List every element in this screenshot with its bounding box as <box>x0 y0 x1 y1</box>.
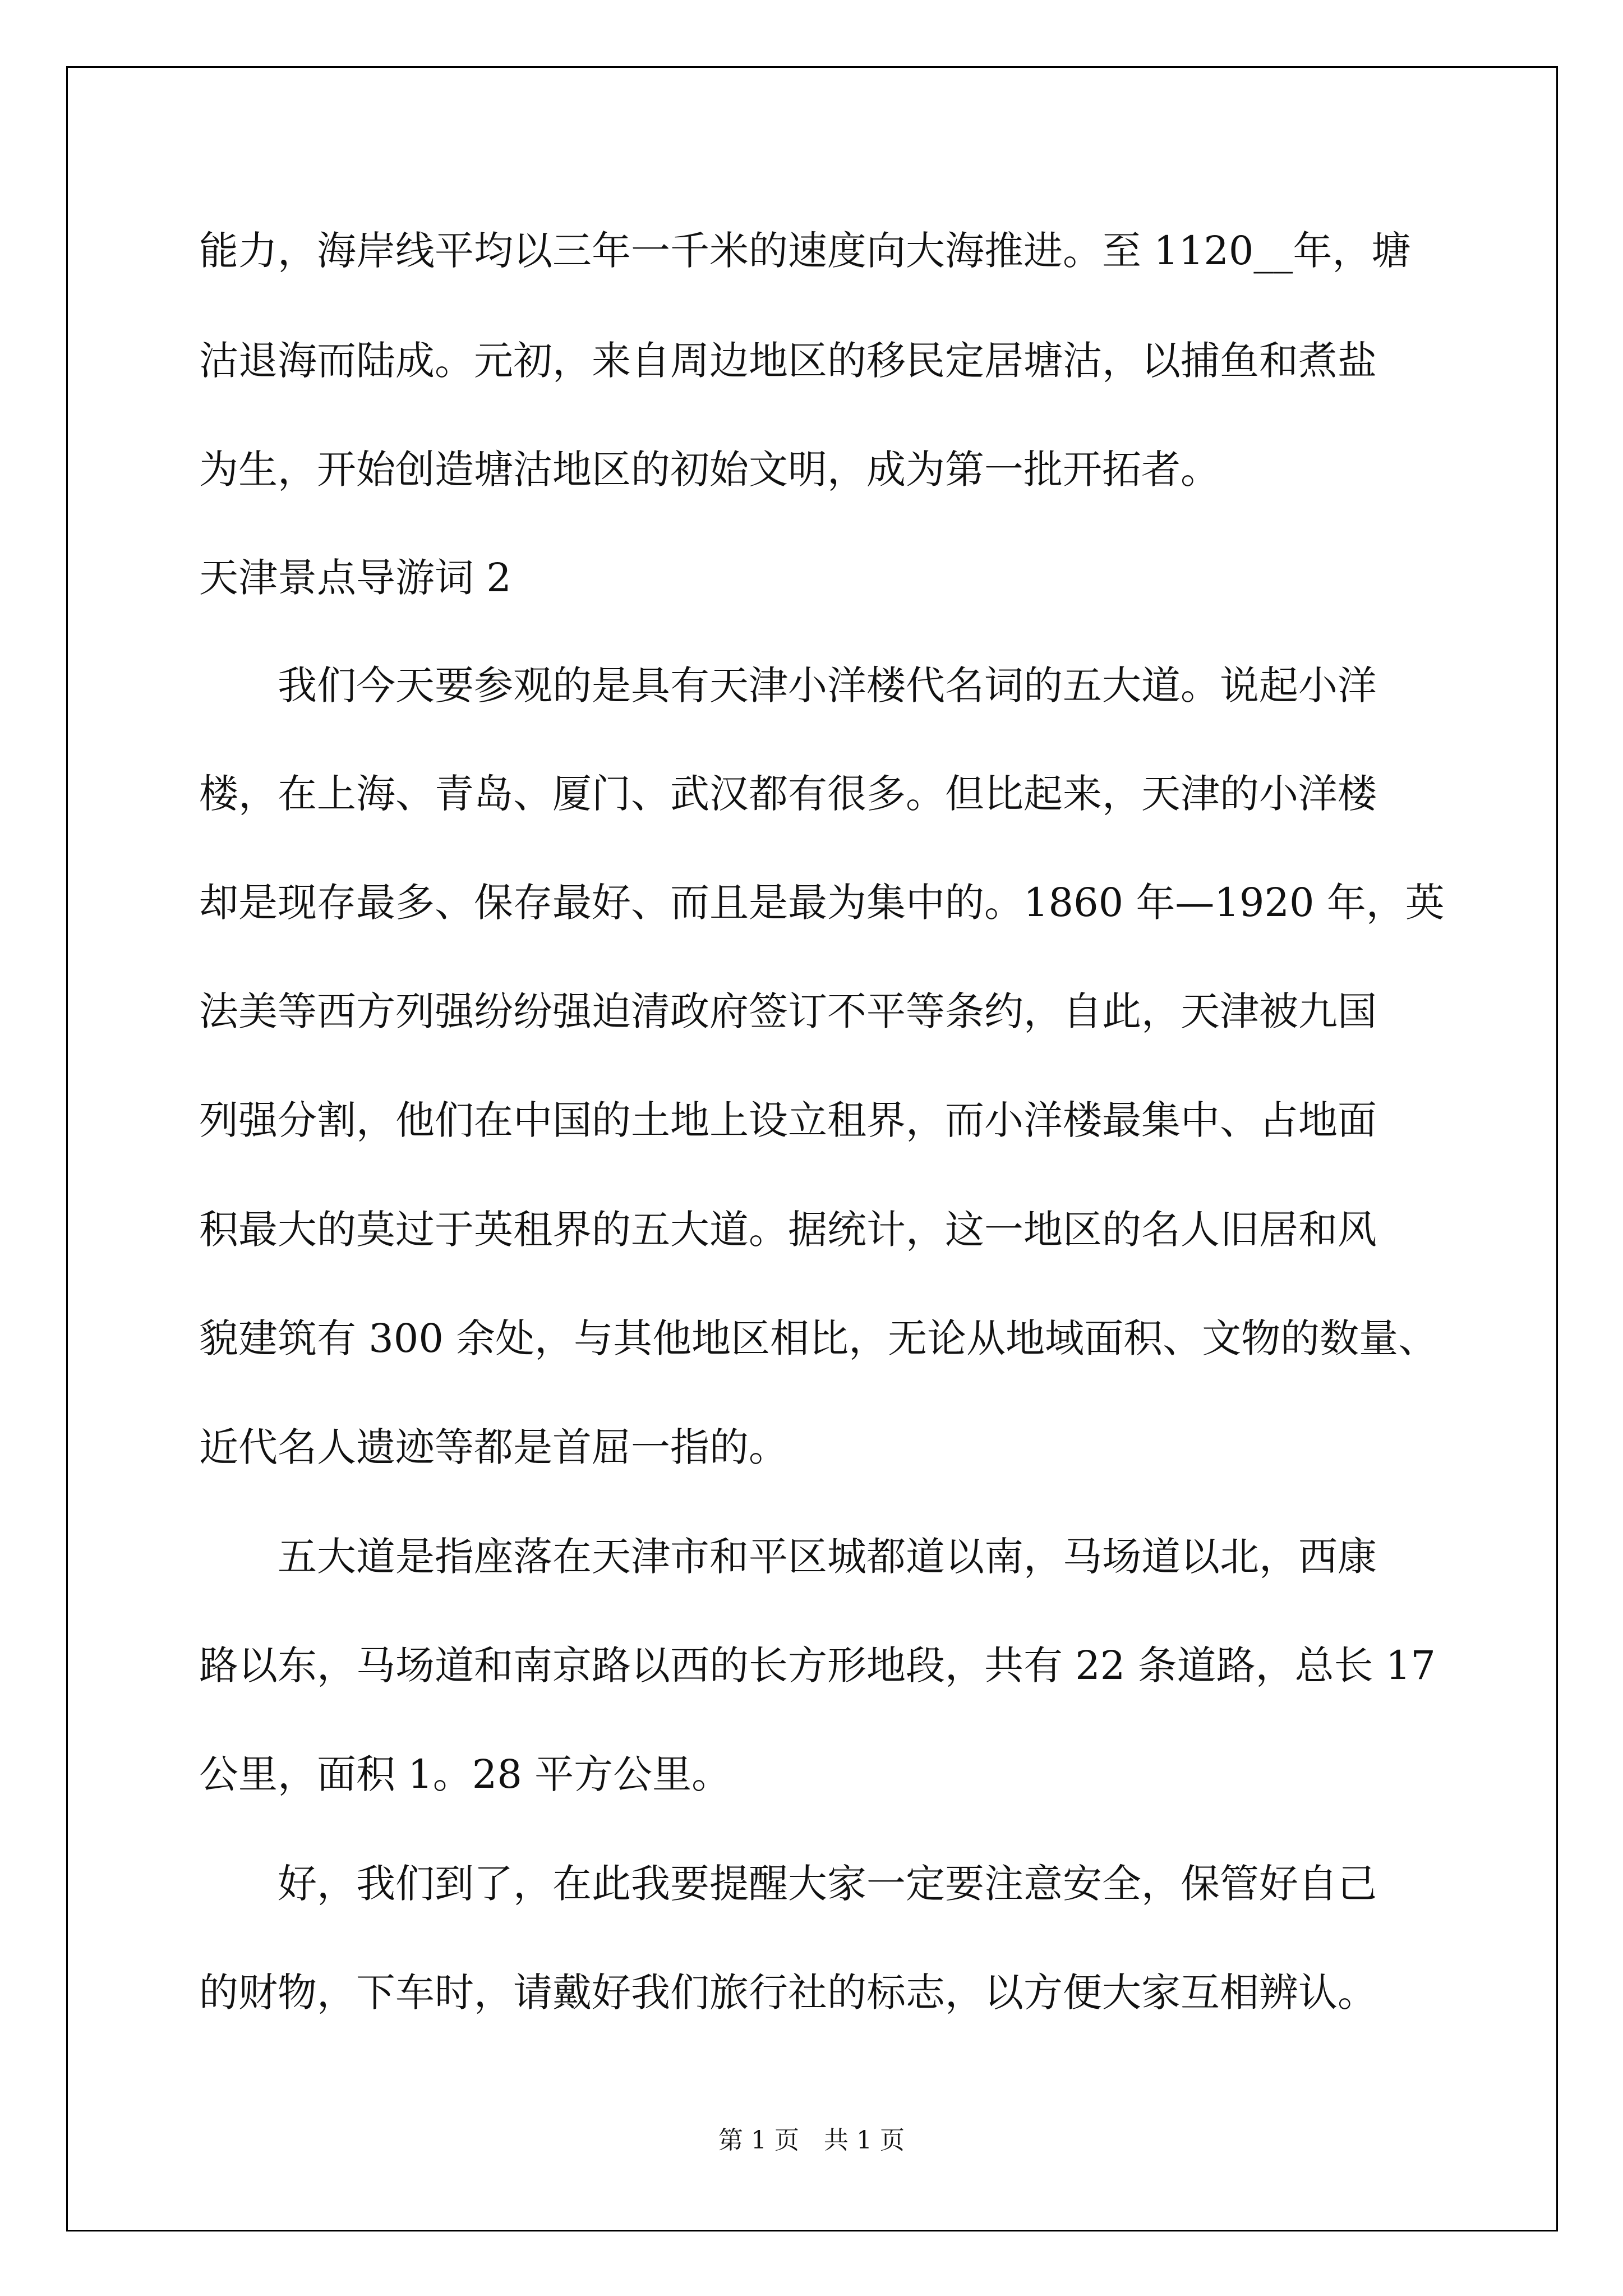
paragraph-line: 积最大的莫过于英租界的五大道。据统计，这一地区的名人旧居和风 <box>199 1207 1377 1253</box>
paragraph-line: 沽退海而陆成。元初，来自周边地区的移民定居塘沽，以捕鱼和煮盐 <box>199 338 1377 384</box>
paragraph-line: 公里，面积 1。28 平方公里。 <box>199 1751 731 1797</box>
paragraph-line: 的财物，下车时，请戴好我们旅行社的标志，以方便大家互相辨认。 <box>199 1970 1377 2016</box>
paragraph-line: 貌建筑有 300 余处，与其他地区相比，无论从地域面积、文物的数量、 <box>199 1315 1438 1361</box>
paragraph-line: 为生，开始创造塘沽地区的初始文明，成为第一批开拓者。 <box>199 447 1220 493</box>
paragraph-line: 路以东，马场道和南京路以西的长方形地段，共有 22 条道路，总长 17 <box>199 1642 1436 1688</box>
page-border <box>66 66 1558 2231</box>
paragraph-line: 列强分割，他们在中国的土地上设立租界，而小洋楼最集中、占地面 <box>199 1097 1377 1143</box>
paragraph-line: 近代名人遗迹等都是首屈一指的。 <box>199 1424 788 1470</box>
paragraph-line: 能力，海岸线平均以三年一千米的速度向大海推进。至 1120__年，塘 <box>199 228 1411 274</box>
paragraph-line: 五大道是指座落在天津市和平区城都道以南，马场道以北，西康 <box>278 1534 1377 1580</box>
section-heading: 天津景点导游词 2 <box>199 555 511 601</box>
paragraph-line: 楼，在上海、青岛、厦门、武汉都有很多。但比起来，天津的小洋楼 <box>199 771 1377 817</box>
page-footer: 第 1 页 共 1 页 <box>718 2126 905 2155</box>
paragraph-line: 我们今天要参观的是具有天津小洋楼代名词的五大道。说起小洋 <box>278 662 1377 708</box>
paragraph-line: 却是现存最多、保存最好、而且是最为集中的。1860 年—1920 年，英 <box>199 880 1445 926</box>
paragraph-line: 法美等西方列强纷纷强迫清政府签订不平等条约，自此，天津被九国 <box>199 988 1377 1034</box>
paragraph-line: 好，我们到了，在此我要提醒大家一定要注意安全，保管好自己 <box>278 1861 1377 1907</box>
